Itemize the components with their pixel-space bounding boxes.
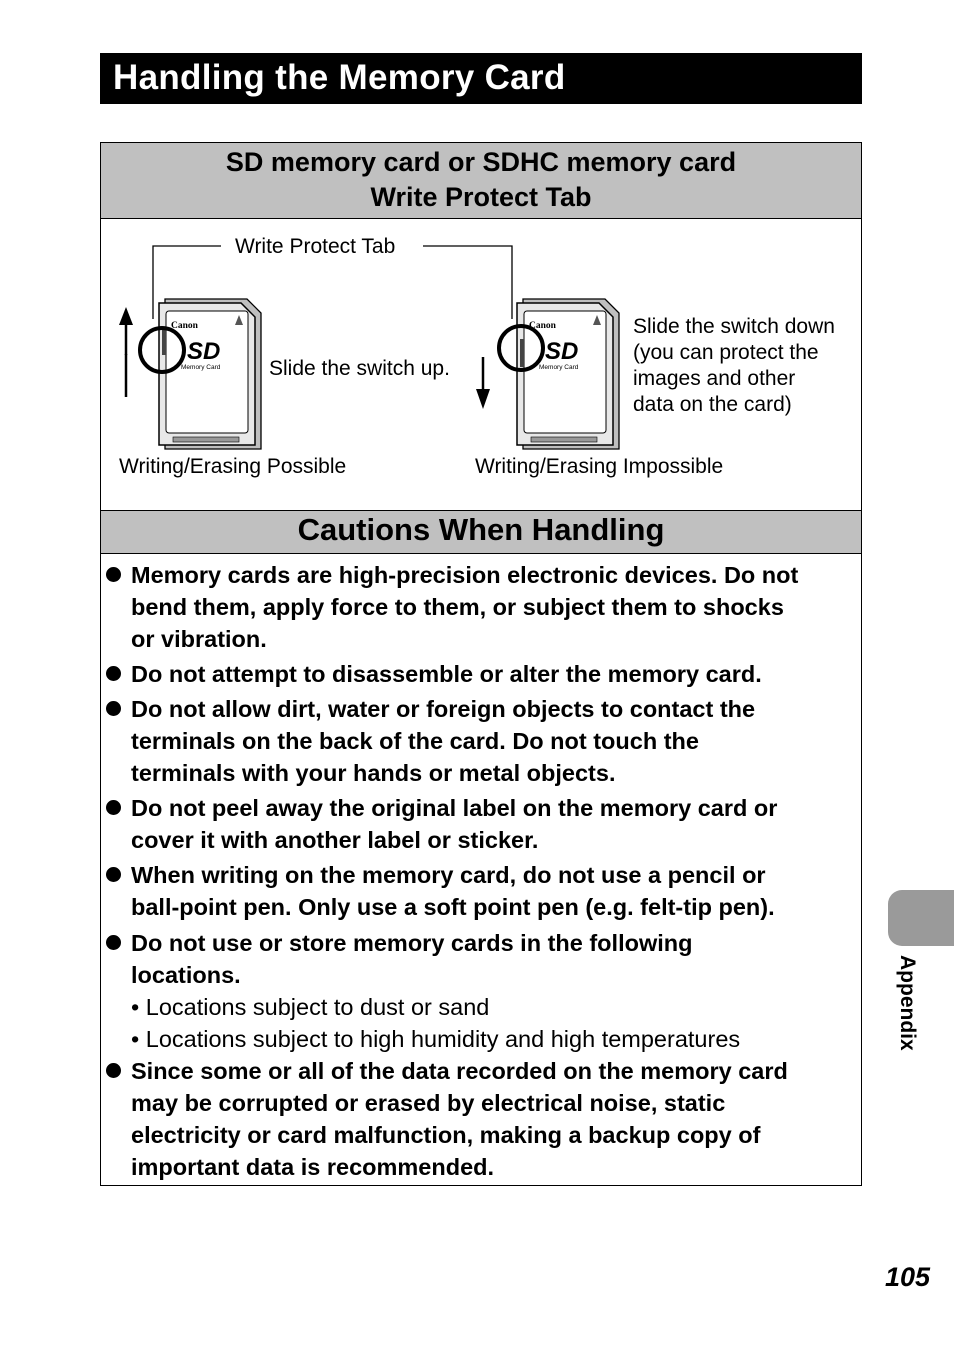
- writing-possible-label: Writing/Erasing Possible: [119, 455, 347, 478]
- appendix-label: Appendix: [896, 955, 919, 1051]
- bullet-icon: [106, 1063, 121, 1078]
- card-brand-right: Canon: [529, 321, 556, 331]
- caution-item: When writing on the memory card, do not use a pencil or ball-point pen. Only use a soft point pen (e.g. felt-tip pen).: [131, 859, 859, 923]
- page-title: Handling the Memory Card: [113, 58, 566, 97]
- heading-line-1: SD memory card or SDHC memory card: [225, 147, 737, 177]
- heading-line-2: Write Protect Tab: [370, 182, 592, 212]
- write-protect-tab-label: Write Protect Tab: [235, 235, 396, 258]
- slide-down-label: Slide the switch down (you can protect the images and other data on the card): [633, 315, 835, 416]
- bullet-icon: [106, 701, 121, 716]
- location-subitem: • Locations subject to dust or sand: [131, 994, 490, 1020]
- location-subitem: • Locations subject to high humidity and high temperatures: [131, 1026, 741, 1052]
- card-caption-left: Memory Card: [181, 364, 221, 371]
- side-label: [893, 955, 921, 1095]
- bullet-icon: [106, 867, 121, 882]
- caution-item: Since some or all of the data recorded on the memory card may be corrupted or erased by electrical noise, static electricity or card malfunction, making a backup copy of important data is recommended.: [131, 1055, 859, 1183]
- arrow-down-icon: [476, 357, 490, 409]
- card-caption-right: Memory Card: [539, 364, 579, 371]
- card-logo-left: SD: [187, 338, 221, 365]
- write-protect-diagram: [101, 219, 861, 510]
- callout-line-right: [423, 246, 512, 319]
- arrow-up-icon: [119, 307, 133, 397]
- slide-up-label: Slide the switch up.: [269, 357, 450, 380]
- caution-item: Do not attempt to disassemble or alter the memory card.: [131, 658, 859, 690]
- bullet-icon: [106, 935, 121, 950]
- bullet-icon: [106, 800, 121, 815]
- title-bar: [100, 53, 862, 104]
- memory-card-box: [100, 142, 862, 1186]
- card-logo-right: SD: [545, 338, 579, 365]
- sd-card-right: [517, 299, 619, 449]
- caution-item: Memory cards are high-precision electronic devices. Do not bend them, apply force to them, or subject them to shocks or vibration.: [131, 559, 859, 655]
- bullet-icon: [106, 567, 121, 582]
- sd-card-left: [159, 299, 261, 449]
- caution-item: Do not peel away the original label on the memory card or cover it with another label or sticker.: [131, 792, 859, 856]
- caution-item: Do not allow dirt, water or foreign objects to contact the terminals on the back of the card. Do not touch the terminals with your hands or metal objects.: [131, 693, 859, 789]
- card-brand-left: Canon: [171, 321, 198, 331]
- cautions-heading: Cautions When Handling: [101, 510, 861, 554]
- bullet-icon: [106, 666, 121, 681]
- caution-item: Do not use or store memory cards in the following locations.: [131, 927, 859, 991]
- write-protect-heading: [101, 143, 861, 219]
- page-number: 105: [884, 1262, 930, 1292]
- writing-impossible-label: Writing/Erasing Impossible: [475, 455, 724, 478]
- chapter-tab[interactable]: [888, 890, 954, 946]
